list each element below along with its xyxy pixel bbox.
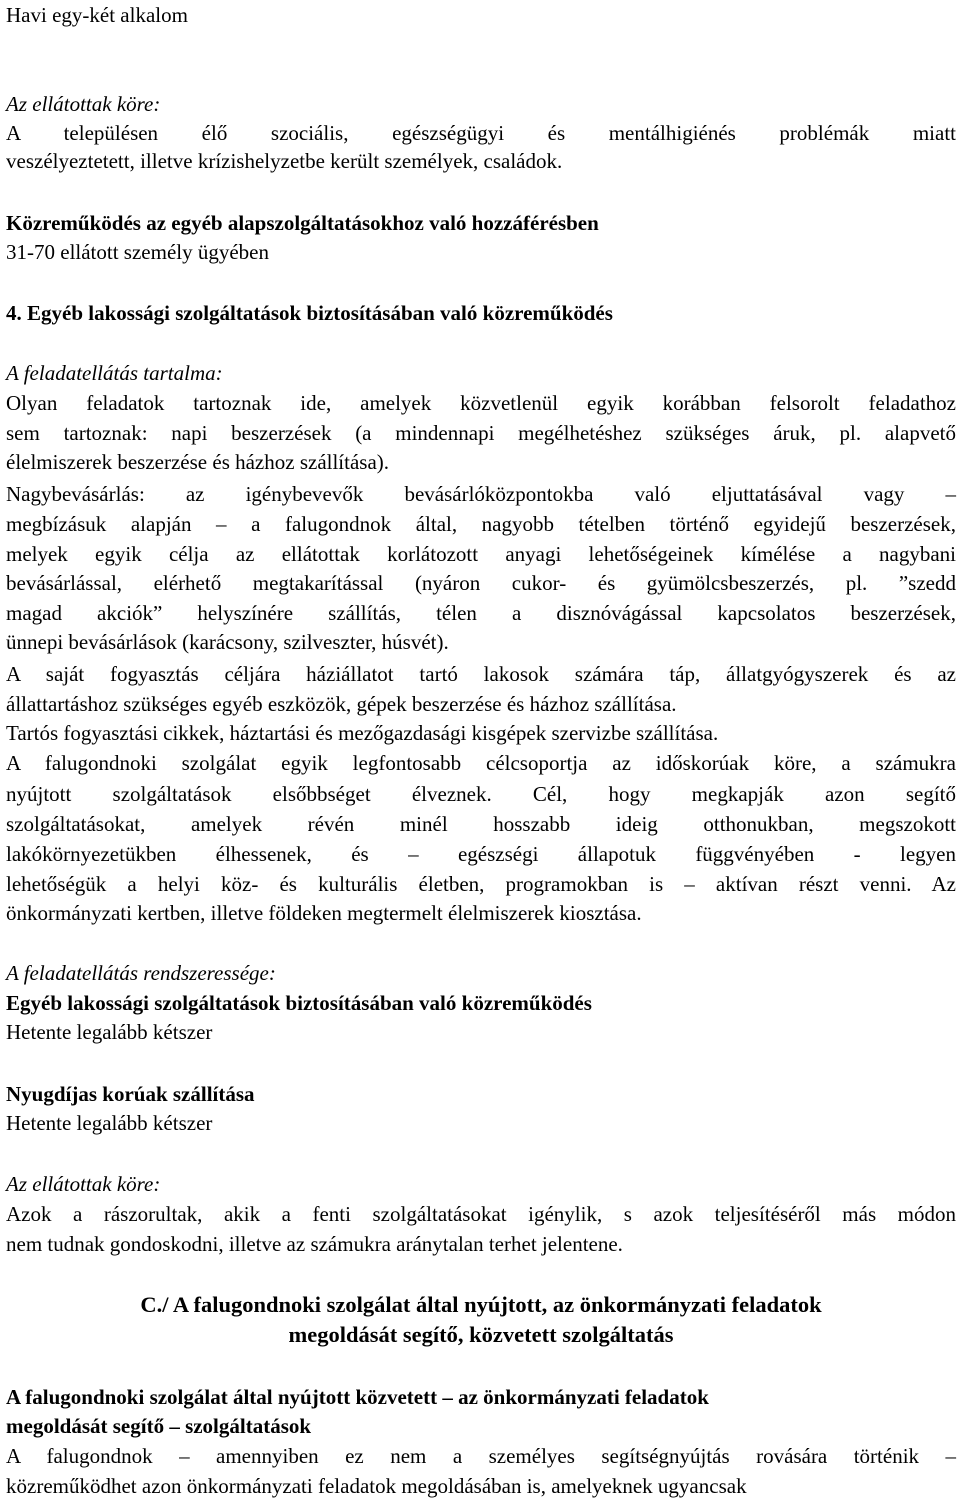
clients-text-line: Azok a rászorultak, akik a fenti szolgáltatásokat igénylik, s azok teljesítéséről más módon [6,1202,956,1226]
paragraph-line: sem tartoznak: napi beszerzések (a mindennapi megélhetéshez szükséges áruk, pl. alapvető [6,421,956,445]
paragraph-line: A falugondnok – amennyiben ez nem a személyes segítségnyújtás rovására történik – [6,1444,956,1468]
section-c-title: megoldását segítő, közvetett szolgáltatás [288,1322,674,1347]
frequency-text: Havi egy-két alkalom [6,3,188,27]
paragraph-line: nyújtott szolgáltatások elsőbbséget élveznek. Cél, hogy megkapják azon segítő [6,782,956,806]
regularity-item-title: Nyugdíjas korúak szállítása [6,1082,255,1106]
regularity-item-frequency: Hetente legalább kétszer [6,1111,213,1135]
paragraph-line: bevásárlással, elérhető megtakarítással (nyáron cukor- és gyümölcsbeszerzés, pl. ”szedd [6,571,956,595]
paragraph-line: állattartáshoz szükséges egyéb eszközök, gépek beszerzése és házhoz szállítása. [6,692,677,716]
clients-heading: Az ellátottak köre: [6,92,161,116]
regularity-item-frequency: Hetente legalább kétszer [6,1020,213,1044]
regularity-item-title: Egyéb lakossági szolgáltatások biztosításában való közreműködés [6,991,592,1015]
paragraph-line: ünnepi bevásárlások (karácsony, szilveszter, húsvét). [6,630,449,654]
clients-heading: Az ellátottak köre: [6,1172,161,1196]
paragraph-line: Olyan feladatok tartoznak ide, amelyek közvetlenül egyik korábban felsorolt feladathoz [6,391,956,415]
section-c-title: C./ A falugondnoki szolgálat által nyújtott, az önkormányzati feladatok [140,1292,822,1317]
regularity-heading: A feladatellátás rendszeressége: [6,961,276,985]
paragraph-line: szolgáltatásokat, amelyek révén minél hosszabb ideig otthonukban, megszokott [6,812,956,836]
paragraph-line: A saját fogyasztás céljára háziállatot tartó lakosok számára táp, állatgyógyszerek és az [6,662,956,686]
clients-text-line: A településen élő szociális, egészségügyi és mentálhigiénés problémák miatt [6,121,956,145]
paragraph-line: közreműködhet azon önkormányzati feladatok megoldásában is, amelyeknek ugyancsak [6,1474,747,1498]
access-heading: Közreműködés az egyéb alapszolgáltatásokhoz való hozzáférésben [6,211,599,235]
content-heading: A feladatellátás tartalma: [6,361,223,385]
paragraph-line: Tartós fogyasztási cikkek, háztartási és mezőgazdasági kisgépek szervizbe szállítása. [6,721,719,745]
paragraph-line: önkormányzati kertben, illetve földeken megtermelt élelmiszerek kiosztása. [6,901,642,925]
clients-text-line: nem tudnak gondoskodni, illetve az számukra aránytalan terhet jelentene. [6,1232,623,1256]
clients-text-line: veszélyeztetett, illetve krízishelyzetbe került személyek, családok. [6,149,563,173]
section-c-subtitle: megoldását segítő – szolgáltatások [6,1414,312,1438]
access-count-text: 31-70 ellátott személy ügyében [6,240,270,264]
section-4-title: 4. Egyéb lakossági szolgáltatások biztosításában való közreműködés [6,301,613,325]
paragraph-line: A falugondnoki szolgálat egyik legfontosabb célcsoportja az időskorúak köre, a számukra [6,751,956,775]
paragraph-line: élelmiszerek beszerzése és házhoz szállítása). [6,450,390,474]
paragraph-line: melyek egyik célja az ellátottak korlátozott anyagi lehetőségeinek kímélése a nagybani [6,542,956,566]
paragraph-line: Nagybevásárlás: az igénybevevők bevásárlóközpontokba való eljuttatásával vagy – [6,482,956,506]
paragraph-line: lakókörnyezetükben élhessenek, és – egészségi állapotuk függvényében - legyen [6,842,956,866]
paragraph-line: lehetőségük a helyi köz- és kulturális életben, programokban is – aktívan részt venni. Az [6,872,956,896]
section-c-subtitle: A falugondnoki szolgálat által nyújtott közvetett – az önkormányzati feladatok [6,1385,709,1409]
paragraph-line: magad akciók” helyszínére szállítás, télen a disznóvágással kapcsolatos beszerzések, [6,601,956,625]
paragraph-line: megbízásuk alapján – a falugondnok által, nagyobb tételben történő egyidejű beszerzések, [6,512,956,536]
